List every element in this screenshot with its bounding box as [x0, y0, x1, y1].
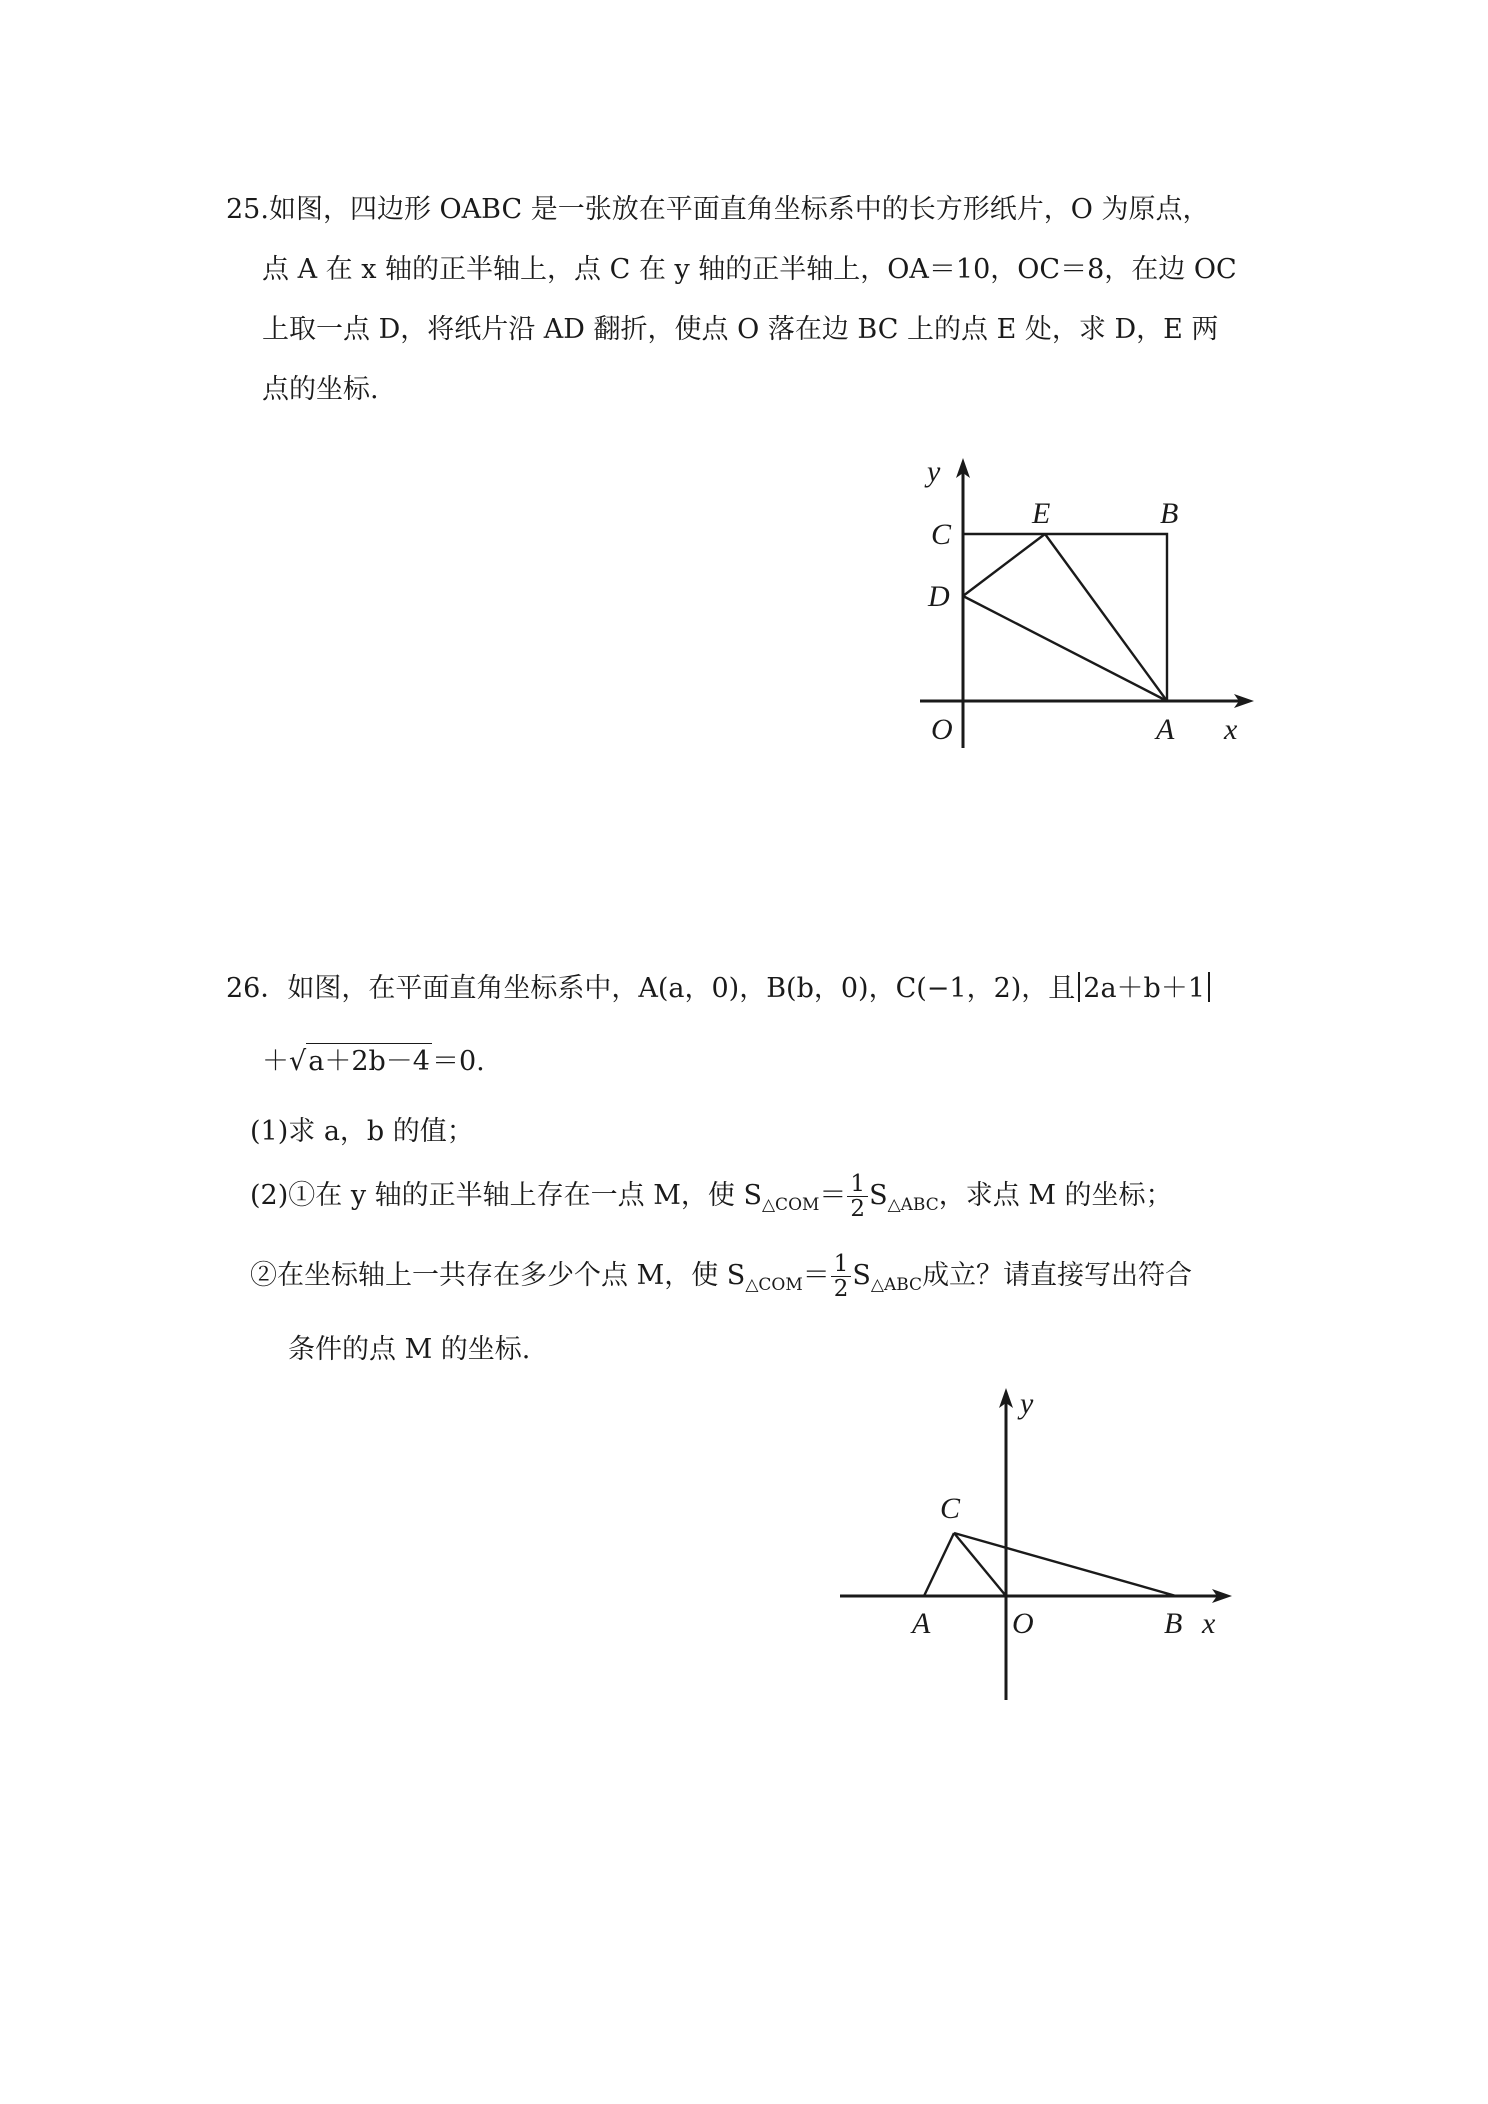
q25-text-line2: 点 A 在 x 轴的正半轴上，点 C 在 y 轴的正半轴上，OA＝10，OC＝8，在边 OC — [262, 254, 1237, 285]
q26-part3-sub-com: △COM — [745, 1275, 803, 1296]
fig26-segment-AC — [924, 1533, 954, 1596]
q26-part3-post: 成立？请直接写出符合 — [922, 1260, 1193, 1292]
q26-part3-line2: 条件的点 M 的坐标. — [288, 1334, 531, 1365]
q26-part2-sub-com: △COM — [761, 1195, 820, 1216]
q26-part3: ②在坐标轴上一共存在多少个点 M，使 $S_{\triangle COM}=$ $\frac{1}{2}$ $S_{\triangle ABC}$成立？请直接写出符合 — [250, 1251, 1193, 1303]
q25-line1 — [226, 196, 1209, 223]
figure-26 — [840, 1380, 1270, 1710]
q25-text-line3: 上取一点 D，将纸片沿 AD 翻折，使点 O 落在边 BC 上的点 E 处，求 D，E 两 — [262, 314, 1219, 345]
q26-part3-fraction — [831, 1252, 852, 1301]
fig26-label-y: y — [1020, 1387, 1034, 1420]
abs-bar-right — [1208, 972, 1210, 1002]
q26-number: 26． — [226, 973, 288, 1004]
q26-part2: (2)①在 y 轴的正半轴上存在一点 M，使 $S_{\triangle COM}=$ $\frac{1}{2}$ $S_{\triangle ABC}$，求点 M 的坐标； — [250, 1171, 1173, 1223]
sqrt-sign: √ — [289, 1046, 307, 1077]
abs-bar-left — [1078, 972, 1080, 1002]
q26-equals-zero: ＝0. — [431, 1046, 485, 1077]
q26-part3-sub-abc: △ABC — [870, 1275, 923, 1296]
q26-part3-pre: ②在坐标轴上一共存在多少个点 M，使 S — [250, 1260, 746, 1292]
q26-part2-pre: (2)①在 y 轴的正半轴上存在一点 M，使 S — [250, 1180, 762, 1212]
q26-part2-post: ，求点 M 的坐标； — [938, 1180, 1173, 1212]
q26-part1: (1)求 a，b 的值； — [250, 1116, 474, 1147]
q26-part2-fraction — [847, 1172, 868, 1221]
figure-25 — [920, 450, 1260, 750]
fig26-label-B: B — [1164, 1607, 1183, 1640]
q26-sqrt-expr: a＋2b－4 — [306, 1043, 432, 1077]
q25-number: 25. — [226, 194, 269, 225]
q25-text-line4: 点的坐标. — [262, 374, 379, 405]
fig25-segment-DE — [963, 534, 1045, 596]
fig26-segment-CO — [954, 1533, 1006, 1596]
q26-part3-frac-den: 2 — [833, 1276, 849, 1303]
fig26-label-C: C — [940, 1492, 961, 1525]
q26-abs-expr: 2a＋b＋1 — [1083, 973, 1206, 1004]
q26-part2-frac-num: 1 — [847, 1172, 868, 1197]
fig25-label-C: C — [931, 518, 952, 551]
fig25-rectangle — [963, 534, 1167, 701]
q26-line2 — [262, 1048, 485, 1075]
fig25-label-B: B — [1160, 497, 1179, 530]
q26-part3-frac-num: 1 — [831, 1252, 852, 1277]
fig25-label-x: x — [1224, 713, 1238, 746]
fig25-label-A: A — [1156, 713, 1175, 746]
q26-text-line1: 如图，在平面直角坐标系中，A(a，0)，B(b，0)，C(−1，2)，且 — [287, 973, 1076, 1004]
fig26-label-A: A — [912, 1607, 931, 1640]
fig25-segment-DA — [963, 596, 1167, 701]
fig25-label-D: D — [928, 580, 950, 613]
q26-part2-eq: ＝ — [819, 1180, 847, 1212]
fig25-label-O: O — [931, 713, 953, 746]
fig25-label-E: E — [1032, 497, 1051, 530]
fig26-segment-CB — [954, 1533, 1176, 1596]
fig26-label-O: O — [1012, 1607, 1034, 1640]
q25-text-line1: 如图，四边形 OABC 是一张放在平面直角坐标系中的长方形纸片，O 为原点， — [268, 194, 1210, 225]
q26-part2-frac-den: 2 — [850, 1196, 866, 1223]
q26-part3-eq: ＝ — [802, 1260, 830, 1292]
q26-line1 — [226, 972, 1213, 1002]
fig25-label-y: y — [927, 455, 941, 488]
fig26-label-x: x — [1202, 1607, 1216, 1640]
fig25-segment-EA — [1045, 534, 1167, 701]
q26-part2-sub-abc: △ABC — [887, 1195, 939, 1216]
q26-plus: ＋ — [262, 1046, 289, 1077]
